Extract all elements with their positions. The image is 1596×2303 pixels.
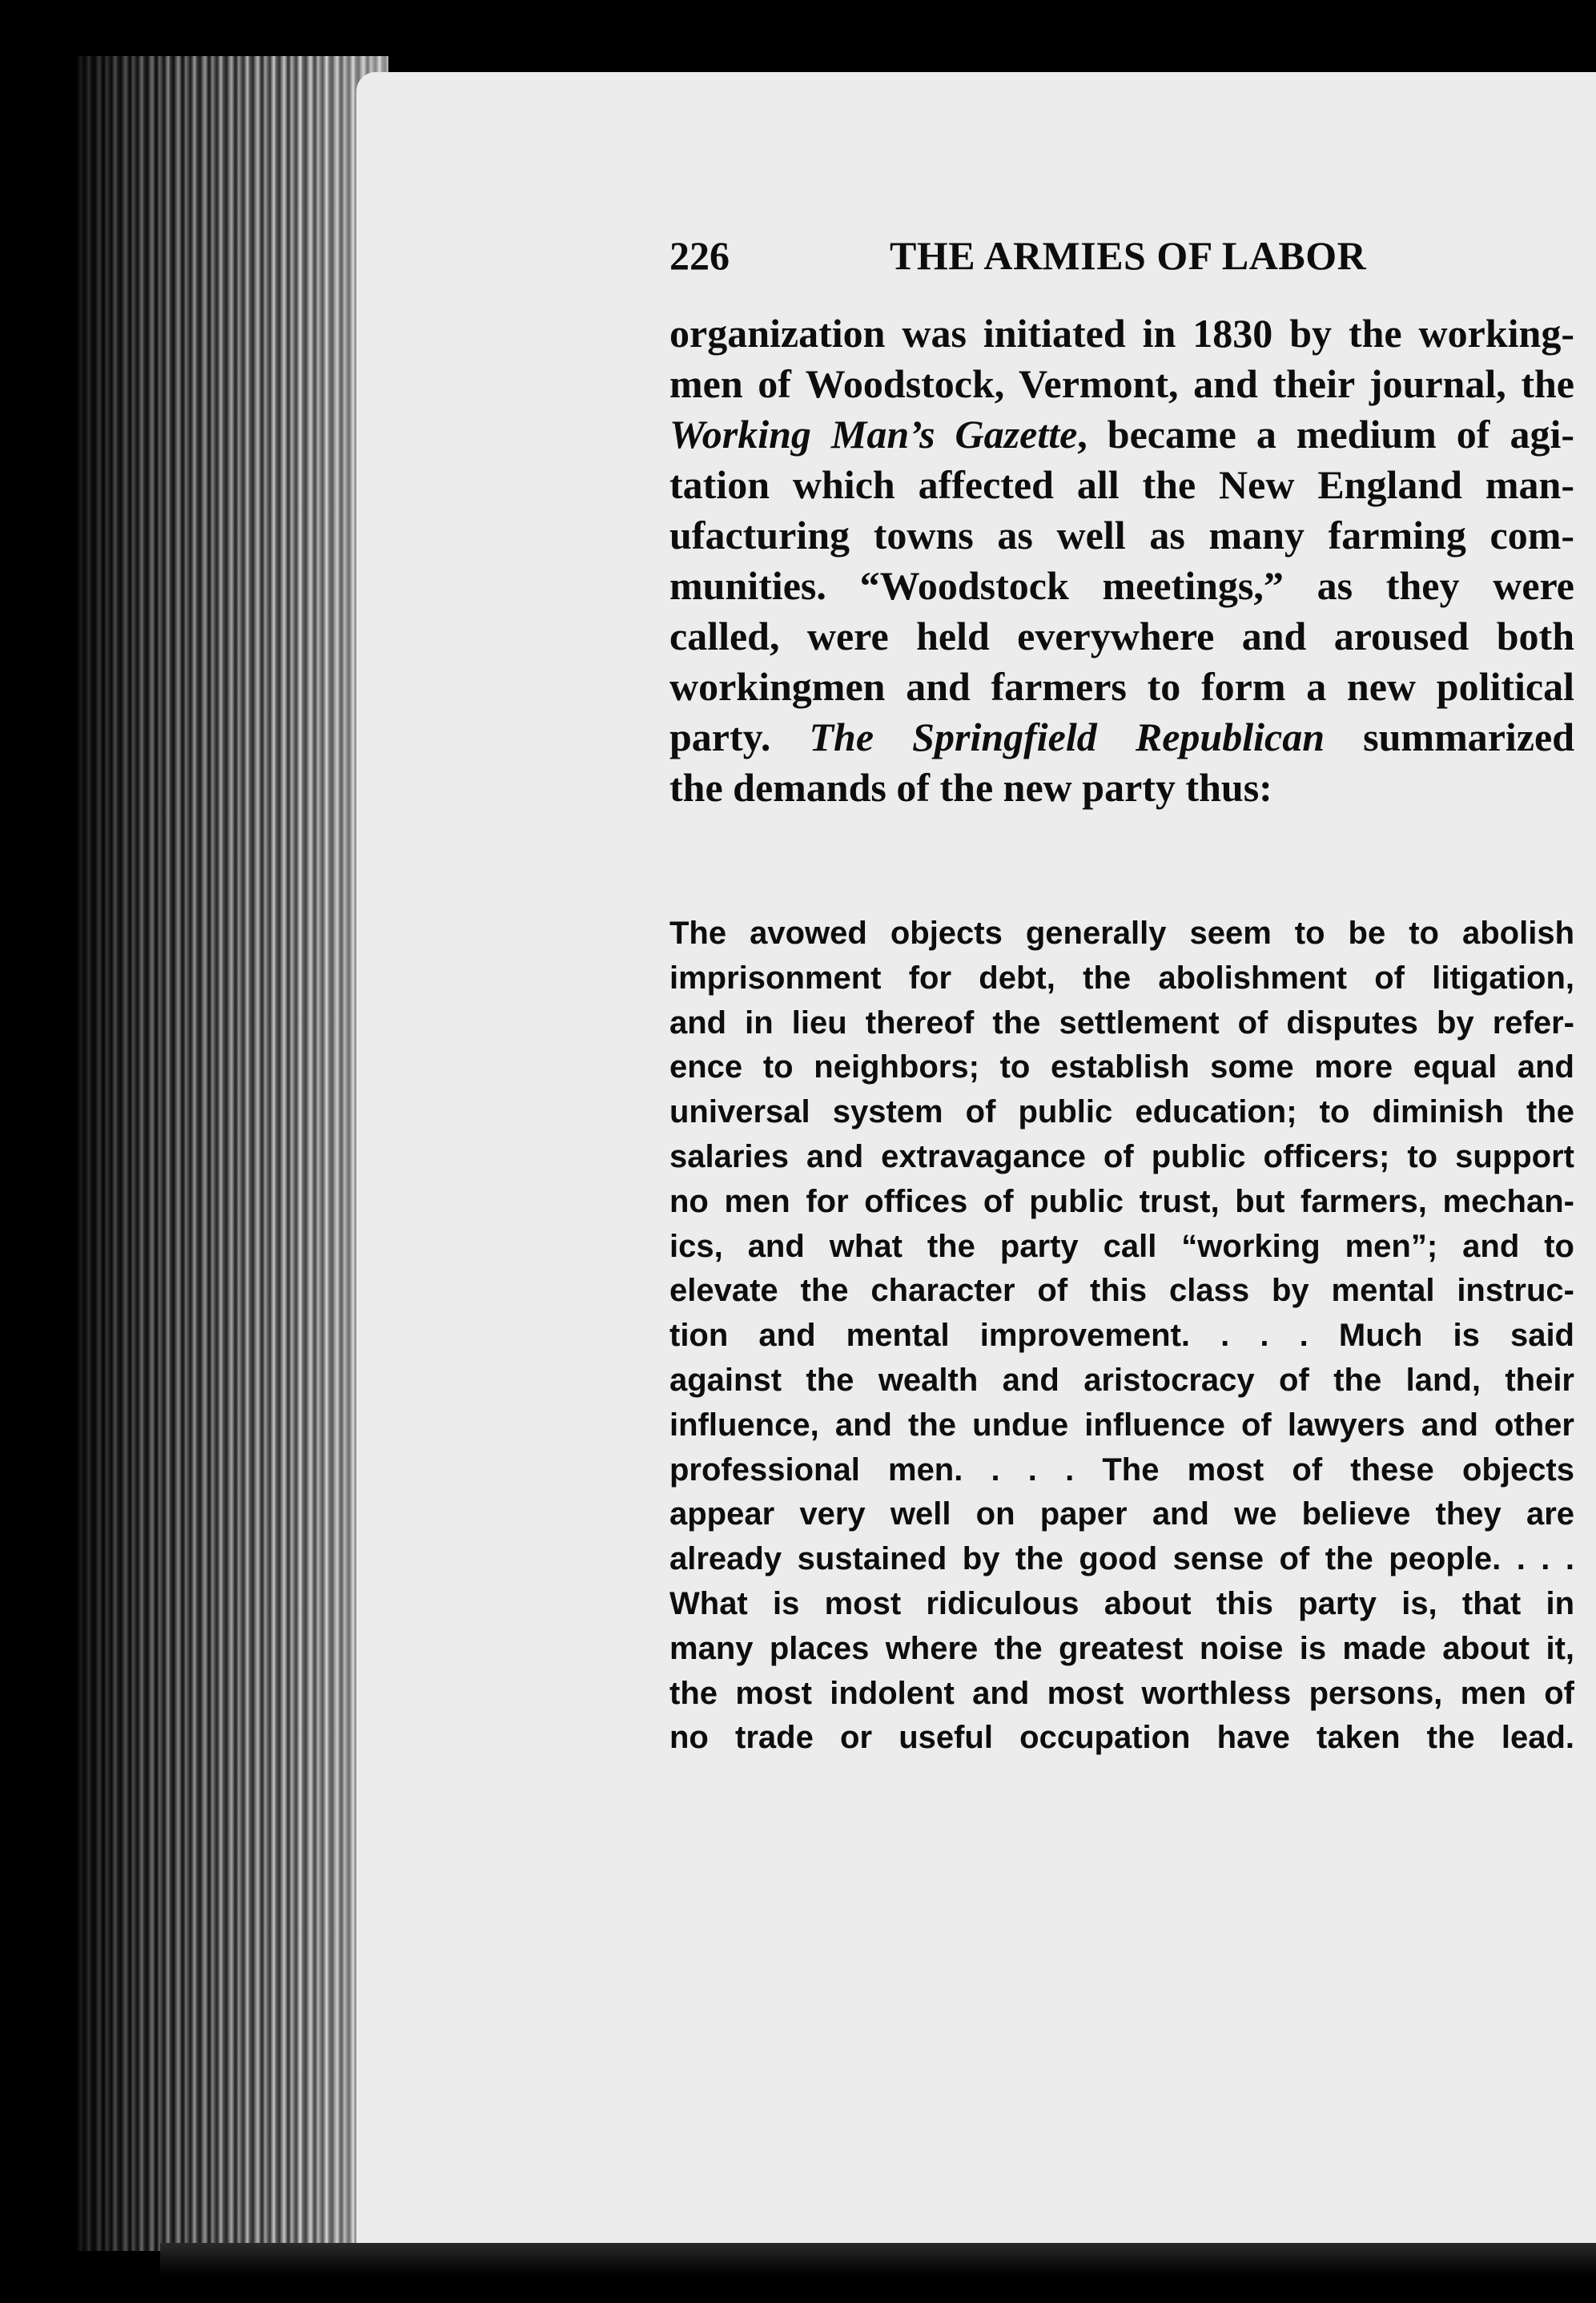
quotation-line: influence, and the undue influence of lawyers and other: [669, 1407, 1574, 1443]
paragraph-line: men of Woodstock, Vermont, and their journal, the: [669, 361, 1574, 406]
block-quotation: [669, 912, 1574, 1761]
quotation-line: imprisonment for debt, the abolishment of litigation,: [669, 960, 1574, 996]
paragraph-line: the demands of the new party thus:: [669, 765, 1272, 810]
quotation-line: no trade or useful occupation have taken the lead.: [669, 1720, 1574, 1756]
quotation-line: What is most ridiculous about this party is, that in: [669, 1585, 1574, 1621]
quotation-line: ence to neighbors; to establish some more equal and: [669, 1049, 1574, 1085]
quotation-line: no men for offices of public trust, but farmers, mechan-: [669, 1183, 1574, 1219]
quotation-line: the most indolent and most worthless persons, men of: [669, 1675, 1574, 1711]
quotation-line: ics, and what the party call “working men”; and to: [669, 1228, 1574, 1264]
quotation-line: salaries and extravagance of public officers; to support: [669, 1138, 1574, 1174]
running-head: [669, 232, 1390, 288]
quotation-line: already sustained by the good sense of the people. . . .: [669, 1541, 1574, 1577]
page-bottom-shadow: [160, 2243, 1596, 2275]
page-number: 226: [669, 233, 730, 278]
quotation-line: and in lieu thereof the settlement of disputes by refer-: [669, 1005, 1574, 1041]
quotation-line: appear very well on paper and we believe they are: [669, 1496, 1574, 1532]
paragraph-line: organization was initiated in 1830 by the working-: [669, 311, 1574, 356]
quotation-line: against the wealth and aristocracy of the land, their: [669, 1362, 1574, 1398]
quotation-line: elevate the character of this class by mental instruc-: [669, 1273, 1574, 1309]
quotation-line: many places where the greatest noise is made about it,: [669, 1630, 1574, 1666]
page-edges: [76, 56, 388, 2251]
quotation-line: The avowed objects generally seem to be to abolish: [669, 916, 1574, 951]
italic-title: The Springfield Republican: [809, 715, 1325, 759]
paragraph-line: munities. “Woodstock meetings,” as they were: [669, 563, 1574, 608]
italic-title: Working Man’s Gazette: [669, 412, 1078, 457]
paragraph-line: tation which affected all the New England man-: [669, 462, 1574, 507]
paragraph-line: party. The Springfield Republican summarized: [669, 715, 1574, 759]
quotation-line: tion and mental improvement. . . . Much is said: [669, 1318, 1574, 1354]
quotation-line: professional men. . . . The most of these objects: [669, 1451, 1574, 1488]
paragraph-line: called, were held everywhere and aroused both: [669, 614, 1574, 658]
running-title: THE ARMIES OF LABOR: [890, 233, 1367, 278]
paragraph-line: Working Man’s Gazette, became a medium of agi-: [669, 412, 1574, 457]
body-paragraph: [669, 308, 1574, 813]
paragraph-line: ufacturing towns as well as many farming com-: [669, 513, 1574, 558]
quotation-line: universal system of public education; to diminish the: [669, 1094, 1574, 1130]
paragraph-line: workingmen and farmers to form a new political: [669, 664, 1574, 709]
